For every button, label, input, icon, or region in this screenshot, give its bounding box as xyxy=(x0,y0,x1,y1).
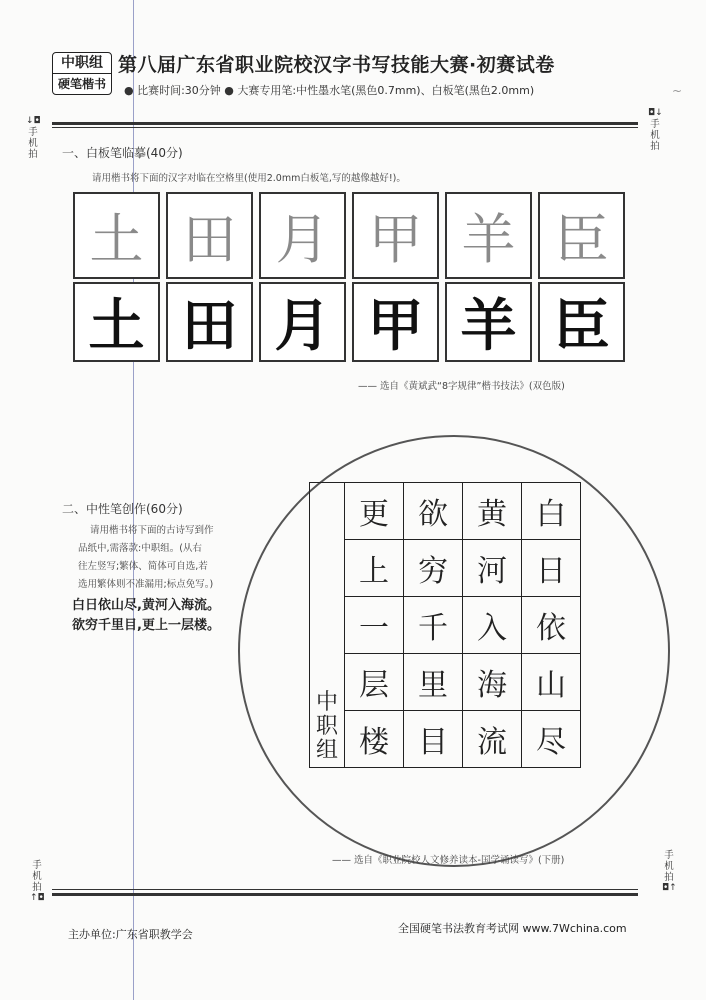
signature-column: 中 职 组 xyxy=(310,483,345,768)
organizer: 主办单位:广东省职教学会 xyxy=(68,928,193,941)
grid-cell: 目 xyxy=(404,711,463,768)
model-char-cell: 臣 xyxy=(538,192,625,279)
grid-cell: 日 xyxy=(522,540,581,597)
practice-char-cell[interactable]: 臣 xyxy=(538,282,625,362)
calligraphy-grid[interactable] xyxy=(309,482,581,768)
footer-rule xyxy=(52,893,638,896)
website-link[interactable]: 全国硬笔书法教育考试网 www.7Wchina.com xyxy=(398,922,627,935)
grid-cell: 尽 xyxy=(522,711,581,768)
side-marker-top-right: ◘↓ 手 机 拍 xyxy=(648,108,663,152)
model-char-cell: 羊 xyxy=(445,192,532,279)
model-char-cell: 田 xyxy=(166,192,253,279)
badge-group: 中职组 xyxy=(53,53,111,74)
practice-char-cell[interactable]: 田 xyxy=(166,282,253,362)
section1-source: —— 选自《黄斌武“8字规律”楷书技法》(双色版) xyxy=(358,381,565,392)
grid-cell: 流 xyxy=(463,711,522,768)
side-marker-top-left: ↓◘ 手 机 拍 xyxy=(26,116,41,160)
side-marker-bottom-left: 手 机 拍 ↑◘ xyxy=(30,860,45,903)
practice-char-cell[interactable]: 月 xyxy=(259,282,346,362)
grid-cell: 依 xyxy=(522,597,581,654)
grid-cell: 海 xyxy=(463,654,522,711)
section1-heading: 一、白板笔临摹(40分) xyxy=(62,146,183,160)
model-char-cell: 甲 xyxy=(352,192,439,279)
practice-char-cell[interactable]: 甲 xyxy=(352,282,439,362)
section2-source: —— 选自《职业院校人文修养读本-国学诵读写》(下册) xyxy=(332,855,565,866)
camera-down-icon: ↓◘ xyxy=(26,116,41,126)
grid-cell: 白 xyxy=(522,483,581,540)
section2-instruction: 请用楷书将下面的古诗写到作 品纸中,需落款:中职组。(从右 往左竖写;繁体、简体可自选,若 选用繁体则不准漏用;标点免写。) xyxy=(78,525,214,590)
poem-text: 白日依山尽,黄河入海流。 欲穷千里目,更上一层楼。 xyxy=(72,598,220,633)
header-rule xyxy=(52,122,638,125)
camera-up-icon: ↑◘ xyxy=(30,893,45,903)
pen-scribble-mark: ~ xyxy=(672,84,683,98)
grid-cell: 一 xyxy=(345,597,404,654)
side-marker-bottom-right: 手 机 拍 ◘↑ xyxy=(662,850,677,893)
grid-cell: 上 xyxy=(345,540,404,597)
footer-rule-thin xyxy=(52,889,638,890)
practice-char-cell[interactable]: 羊 xyxy=(445,282,532,362)
badge-style: 硬笔楷书 xyxy=(57,77,106,91)
model-char-cell: 月 xyxy=(259,192,346,279)
grid-cell: 千 xyxy=(404,597,463,654)
model-char-cell: 土 xyxy=(73,192,160,279)
grid-cell: 楼 xyxy=(345,711,404,768)
grid-cell: 河 xyxy=(463,540,522,597)
group-badge xyxy=(52,52,112,95)
practice-char-cell[interactable]: 土 xyxy=(73,282,160,362)
grid-cell: 入 xyxy=(463,597,522,654)
section1-instruction: 请用楷书将下面的汉字对临在空格里(使用2.0mm白板笔,写的越像越好!)。 xyxy=(92,173,406,184)
grid-cell: 里 xyxy=(404,654,463,711)
grid-cell: 更 xyxy=(345,483,404,540)
page-title: 第八届广东省职业院校汉字书写技能大赛·初赛试卷 xyxy=(118,54,555,76)
camera-down-icon: ◘↓ xyxy=(648,108,663,118)
header-rule-thin xyxy=(52,127,638,128)
grid-cell: 层 xyxy=(345,654,404,711)
grid-cell: 山 xyxy=(522,654,581,711)
grid-cell: 穷 xyxy=(404,540,463,597)
section2-heading: 二、中性笔创作(60分) xyxy=(62,502,183,516)
grid-cell: 黄 xyxy=(463,483,522,540)
grid-cell: 欲 xyxy=(404,483,463,540)
exam-info: ● 比赛时间:30分钟 ● 大赛专用笔:中性墨水笔(黑色0.7mm)、白板笔(黑色2.0mm) xyxy=(124,84,535,97)
camera-up-icon: ◘↑ xyxy=(662,883,677,893)
